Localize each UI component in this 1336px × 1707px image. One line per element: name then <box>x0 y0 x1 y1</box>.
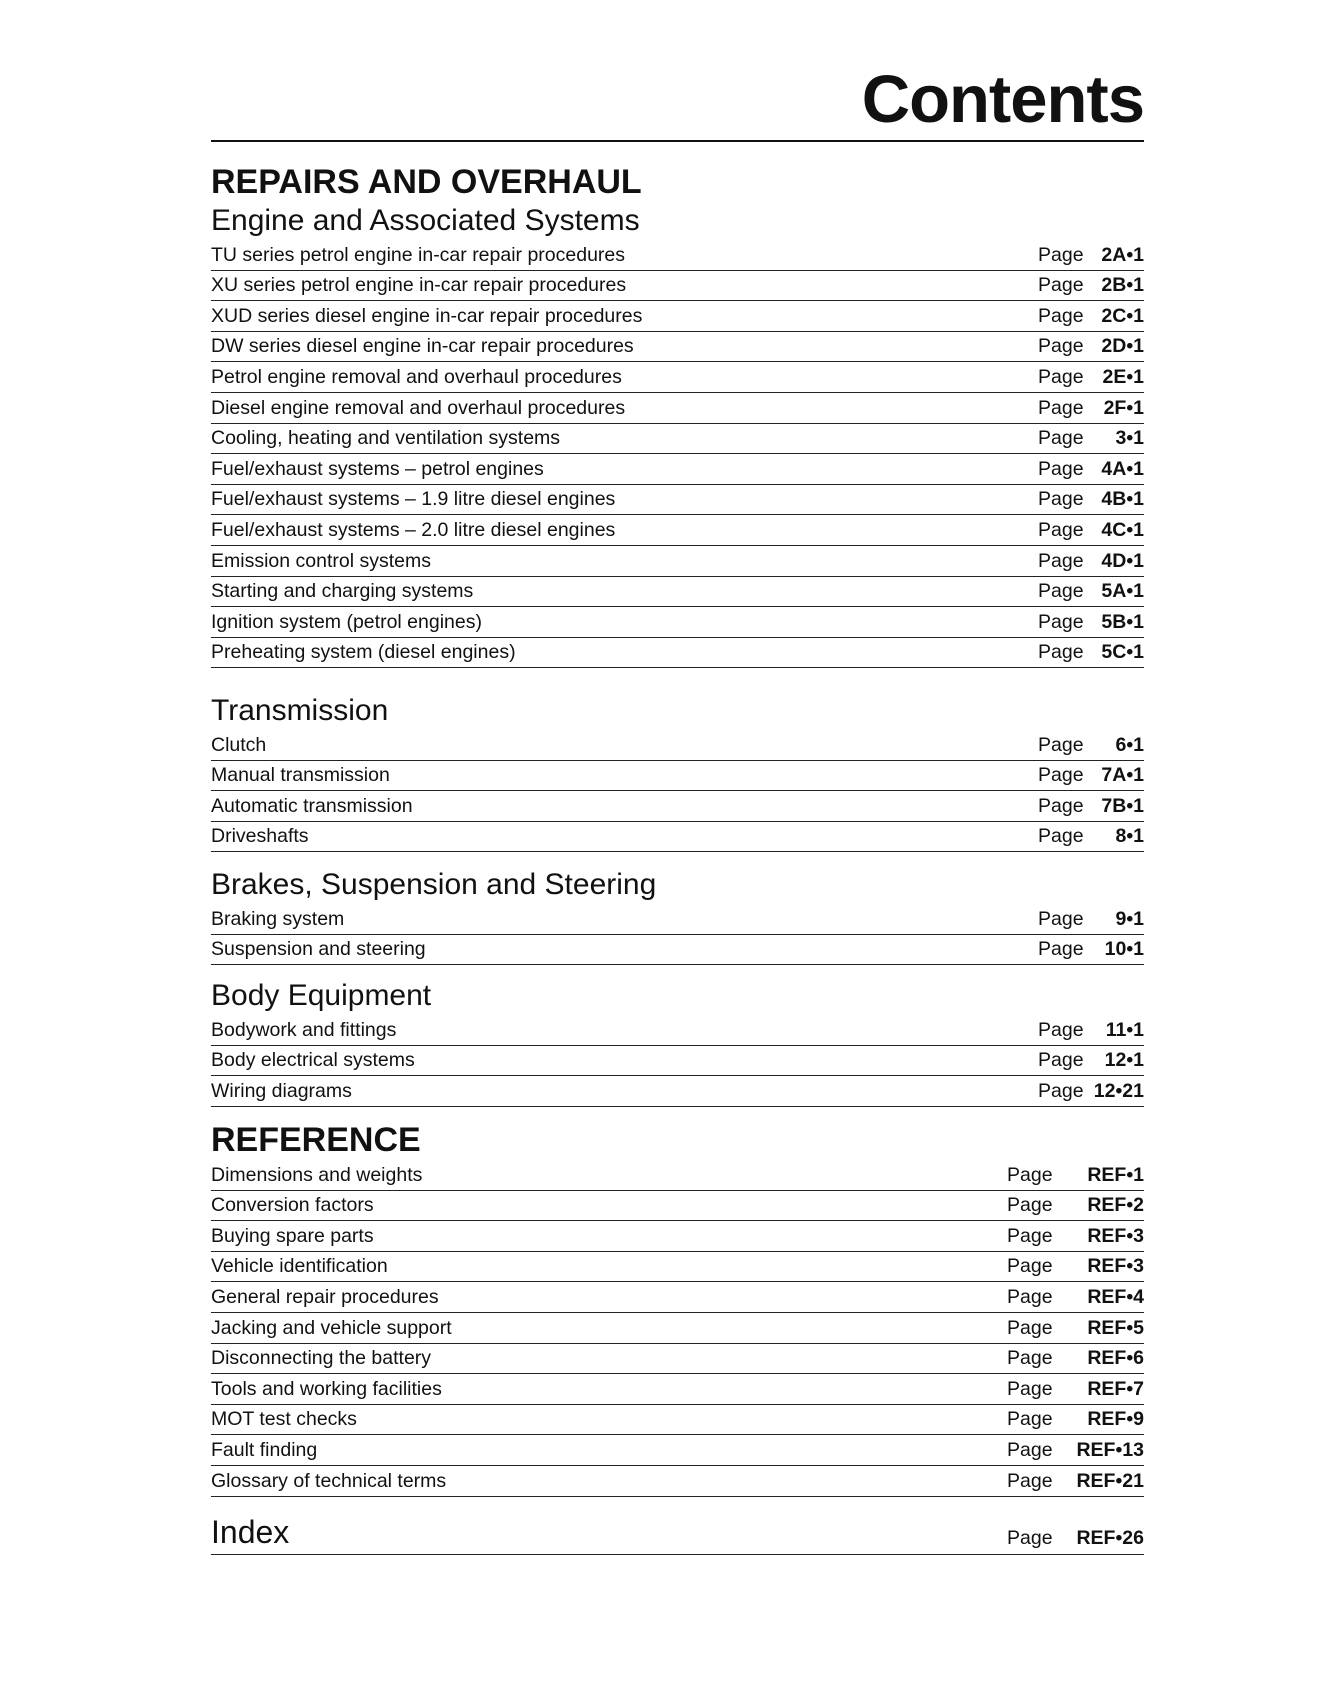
page-word: Page <box>1007 1285 1053 1308</box>
page-word: Page <box>1007 1224 1053 1247</box>
page-word: Page <box>1038 794 1084 817</box>
page-word: Page <box>1038 274 1084 297</box>
toc-entry[interactable] <box>211 607 1144 638</box>
toc-entry[interactable] <box>211 1466 1144 1497</box>
toc-entry[interactable] <box>211 485 1144 516</box>
title-divider <box>211 140 1144 142</box>
toc-entry[interactable] <box>211 1374 1144 1405</box>
toc-entry[interactable] <box>211 1435 1144 1466</box>
page-word: Page <box>1007 1255 1053 1278</box>
toc-entry-title: Automatic transmission <box>211 794 413 817</box>
toc-entry-title: Vehicle identification <box>211 1255 388 1278</box>
page-word: Page <box>1038 1049 1084 1072</box>
toc-entry[interactable] <box>211 822 1144 853</box>
page-word: Page <box>1038 518 1084 541</box>
toc-entry[interactable] <box>211 1313 1144 1344</box>
section-heading: Engine and Associated Systems <box>211 204 640 237</box>
toc-entry-title: Conversion factors <box>211 1194 374 1217</box>
toc-entry-title: Clutch <box>211 733 267 756</box>
toc-entry-title: Driveshafts <box>211 825 309 848</box>
page-reference: 5B•1 <box>1101 610 1144 633</box>
page-reference: 4B•1 <box>1101 488 1144 511</box>
page-reference: 10•1 <box>1104 938 1144 961</box>
page-reference: REF•6 <box>1087 1347 1144 1370</box>
toc-entry-title: General repair procedures <box>211 1285 439 1308</box>
reference-section <box>211 1120 1144 1497</box>
page-word: Page <box>1038 641 1084 664</box>
toc-entry-title: Buying spare parts <box>211 1224 374 1247</box>
page-reference: REF•9 <box>1087 1408 1144 1431</box>
page-reference: 4D•1 <box>1101 549 1144 572</box>
toc-entry[interactable] <box>211 1160 1144 1191</box>
page-word: Page <box>1038 825 1084 848</box>
page-word: Page <box>1038 304 1084 327</box>
page-word: Page <box>1038 488 1084 511</box>
toc-entry-title: DW series diesel engine in-car repair procedures <box>211 335 634 358</box>
repairs-and-overhaul-section <box>211 162 1144 668</box>
toc-entry[interactable] <box>211 1344 1144 1375</box>
toc-entry-title: Ignition system (petrol engines) <box>211 610 482 633</box>
toc-entry-title: Diesel engine removal and overhaul procedures <box>211 396 626 419</box>
page-word: Page <box>1007 1163 1053 1186</box>
toc-entry[interactable] <box>211 1252 1144 1283</box>
page-reference: 2C•1 <box>1101 304 1144 327</box>
toc-list <box>211 1015 1144 1107</box>
toc-entry-title: Suspension and steering <box>211 938 426 961</box>
toc-entry[interactable] <box>211 1046 1144 1077</box>
toc-entry-title: Wiring diagrams <box>211 1079 352 1102</box>
toc-entry-title: Emission control systems <box>211 549 431 572</box>
page-word: Page <box>1038 764 1084 787</box>
body-equipment-section <box>211 977 1144 1107</box>
page-reference: 6•1 <box>1115 733 1144 756</box>
toc-entry[interactable] <box>211 301 1144 332</box>
page-reference: 4C•1 <box>1101 518 1144 541</box>
toc-list <box>211 1160 1144 1497</box>
page-reference: 5C•1 <box>1101 641 1144 664</box>
toc-entry[interactable] <box>211 546 1144 577</box>
page-word: Page <box>1038 1079 1084 1102</box>
page-reference: 12•1 <box>1104 1049 1144 1072</box>
page-word: Page <box>1038 549 1084 572</box>
page-reference: REF•13 <box>1076 1438 1144 1461</box>
toc-entry[interactable] <box>211 1282 1144 1313</box>
page-word: Page <box>1038 610 1084 633</box>
toc-entry[interactable] <box>211 454 1144 485</box>
page-reference: REF•21 <box>1076 1469 1144 1492</box>
toc-entry[interactable] <box>211 332 1144 363</box>
page-reference: 12•21 <box>1093 1079 1144 1102</box>
toc-entry-title: Fault finding <box>211 1438 318 1461</box>
toc-entry-title: Fuel/exhaust systems – 1.9 litre diesel engines <box>211 488 616 511</box>
transmission-section <box>211 692 1144 852</box>
toc-entry-title: MOT test checks <box>211 1408 357 1431</box>
page-reference: REF•2 <box>1087 1194 1144 1217</box>
page-reference: 2D•1 <box>1101 335 1144 358</box>
toc-entry[interactable] <box>211 577 1144 608</box>
page-word: Page <box>1007 1194 1053 1217</box>
toc-entry-title: Disconnecting the battery <box>211 1347 432 1370</box>
page-word: Page <box>1038 457 1084 480</box>
page-word: Page <box>1007 1377 1053 1400</box>
toc-entry[interactable] <box>211 730 1144 761</box>
page-reference: REF•26 <box>1076 1527 1144 1549</box>
page-word: Page <box>1007 1347 1053 1370</box>
toc-list <box>211 904 1144 965</box>
toc-list <box>211 730 1144 852</box>
toc-entry[interactable] <box>211 761 1144 792</box>
page-reference: REF•5 <box>1087 1316 1144 1339</box>
page-word: Page <box>1007 1408 1053 1431</box>
page-word: Page <box>1038 335 1084 358</box>
page-reference: 5A•1 <box>1101 580 1144 603</box>
page-reference: 2B•1 <box>1101 274 1144 297</box>
page-word: Page <box>1038 427 1084 450</box>
toc-entry[interactable] <box>211 362 1144 393</box>
toc-entry-title: Fuel/exhaust systems – petrol engines <box>211 457 544 480</box>
toc-entry-title: Dimensions and weights <box>211 1163 423 1186</box>
page-reference: 9•1 <box>1115 907 1144 930</box>
section-heading: Brakes, Suspension and Steering <box>211 868 657 901</box>
toc-entry[interactable] <box>211 1221 1144 1252</box>
page-reference: 2A•1 <box>1101 243 1144 266</box>
page-word: Page <box>1038 396 1084 419</box>
page-reference: REF•3 <box>1087 1255 1144 1278</box>
toc-entry-title: Fuel/exhaust systems – 2.0 litre diesel engines <box>211 518 616 541</box>
major-heading: REPAIRS AND OVERHAUL <box>211 163 642 201</box>
toc-entry[interactable] <box>211 791 1144 822</box>
toc-entry-index[interactable] <box>211 1514 1144 1555</box>
toc-entry[interactable] <box>211 1405 1144 1436</box>
toc-entry[interactable] <box>211 393 1144 424</box>
page-reference: 4A•1 <box>1101 457 1144 480</box>
brakes-suspension-steering-section <box>211 866 1144 965</box>
section-heading: Transmission <box>211 694 389 727</box>
page-reference: 8•1 <box>1115 825 1144 848</box>
toc-entry-title: XUD series diesel engine in-car repair procedures <box>211 304 643 327</box>
toc-entry-title: Body electrical systems <box>211 1049 415 1072</box>
toc-entry[interactable] <box>211 638 1144 669</box>
page-word: Page <box>1038 938 1084 961</box>
toc-entry[interactable] <box>211 271 1144 302</box>
toc-entry-title: Bodywork and fittings <box>211 1018 397 1041</box>
toc-entry-title: Cooling, heating and ventilation systems <box>211 427 561 450</box>
toc-entry-title: TU series petrol engine in-car repair procedures <box>211 243 626 266</box>
page-word: Page <box>1038 907 1084 930</box>
toc-entry-title: Tools and working facilities <box>211 1377 442 1400</box>
page-reference: 7B•1 <box>1101 794 1144 817</box>
page-word: Page <box>1038 365 1084 388</box>
toc-entry-title: XU series petrol engine in-car repair procedures <box>211 274 627 297</box>
toc-entry[interactable] <box>211 935 1144 966</box>
page-word: Page <box>1007 1316 1053 1339</box>
toc-entry-title: Jacking and vehicle support <box>211 1316 452 1339</box>
page-reference: 2F•1 <box>1103 396 1144 419</box>
page-reference: REF•1 <box>1087 1163 1144 1186</box>
index-section <box>211 1514 1144 1555</box>
toc-entry[interactable] <box>211 424 1144 455</box>
toc-entry-title: Glossary of technical terms <box>211 1469 447 1492</box>
major-heading: REFERENCE <box>211 1121 421 1159</box>
page-word: Page <box>1038 243 1084 266</box>
page-word: Page <box>1007 1469 1053 1492</box>
toc-entry-title: Preheating system (diesel engines) <box>211 641 516 664</box>
toc-entry-title: Braking system <box>211 907 345 930</box>
page-title: Contents <box>861 62 1144 137</box>
page-reference: 7A•1 <box>1101 764 1144 787</box>
toc-entry[interactable] <box>211 904 1144 935</box>
page-word: Page <box>1038 1018 1084 1041</box>
page-word: Page <box>1038 580 1084 603</box>
index-title: Index <box>211 1514 290 1550</box>
page-reference: 2E•1 <box>1102 365 1144 388</box>
page-reference: 3•1 <box>1115 427 1144 450</box>
page-reference: REF•4 <box>1087 1285 1144 1308</box>
page-word: Page <box>1007 1438 1053 1461</box>
page-word: Page <box>1038 733 1084 756</box>
toc-list <box>211 240 1144 668</box>
page-reference: REF•7 <box>1087 1377 1144 1400</box>
section-heading: Body Equipment <box>211 979 432 1012</box>
toc-entry-title: Manual transmission <box>211 764 390 787</box>
page-word: Page <box>1007 1527 1053 1549</box>
toc-entry-title: Petrol engine removal and overhaul procedures <box>211 365 622 388</box>
toc-entry[interactable] <box>211 1015 1144 1046</box>
toc-entry[interactable] <box>211 1191 1144 1222</box>
toc-entry-title: Starting and charging systems <box>211 580 474 603</box>
page-reference: 11•1 <box>1105 1018 1144 1041</box>
toc-entry[interactable] <box>211 240 1144 271</box>
toc-entry[interactable] <box>211 515 1144 546</box>
page-reference: REF•3 <box>1087 1224 1144 1247</box>
toc-entry[interactable] <box>211 1076 1144 1107</box>
